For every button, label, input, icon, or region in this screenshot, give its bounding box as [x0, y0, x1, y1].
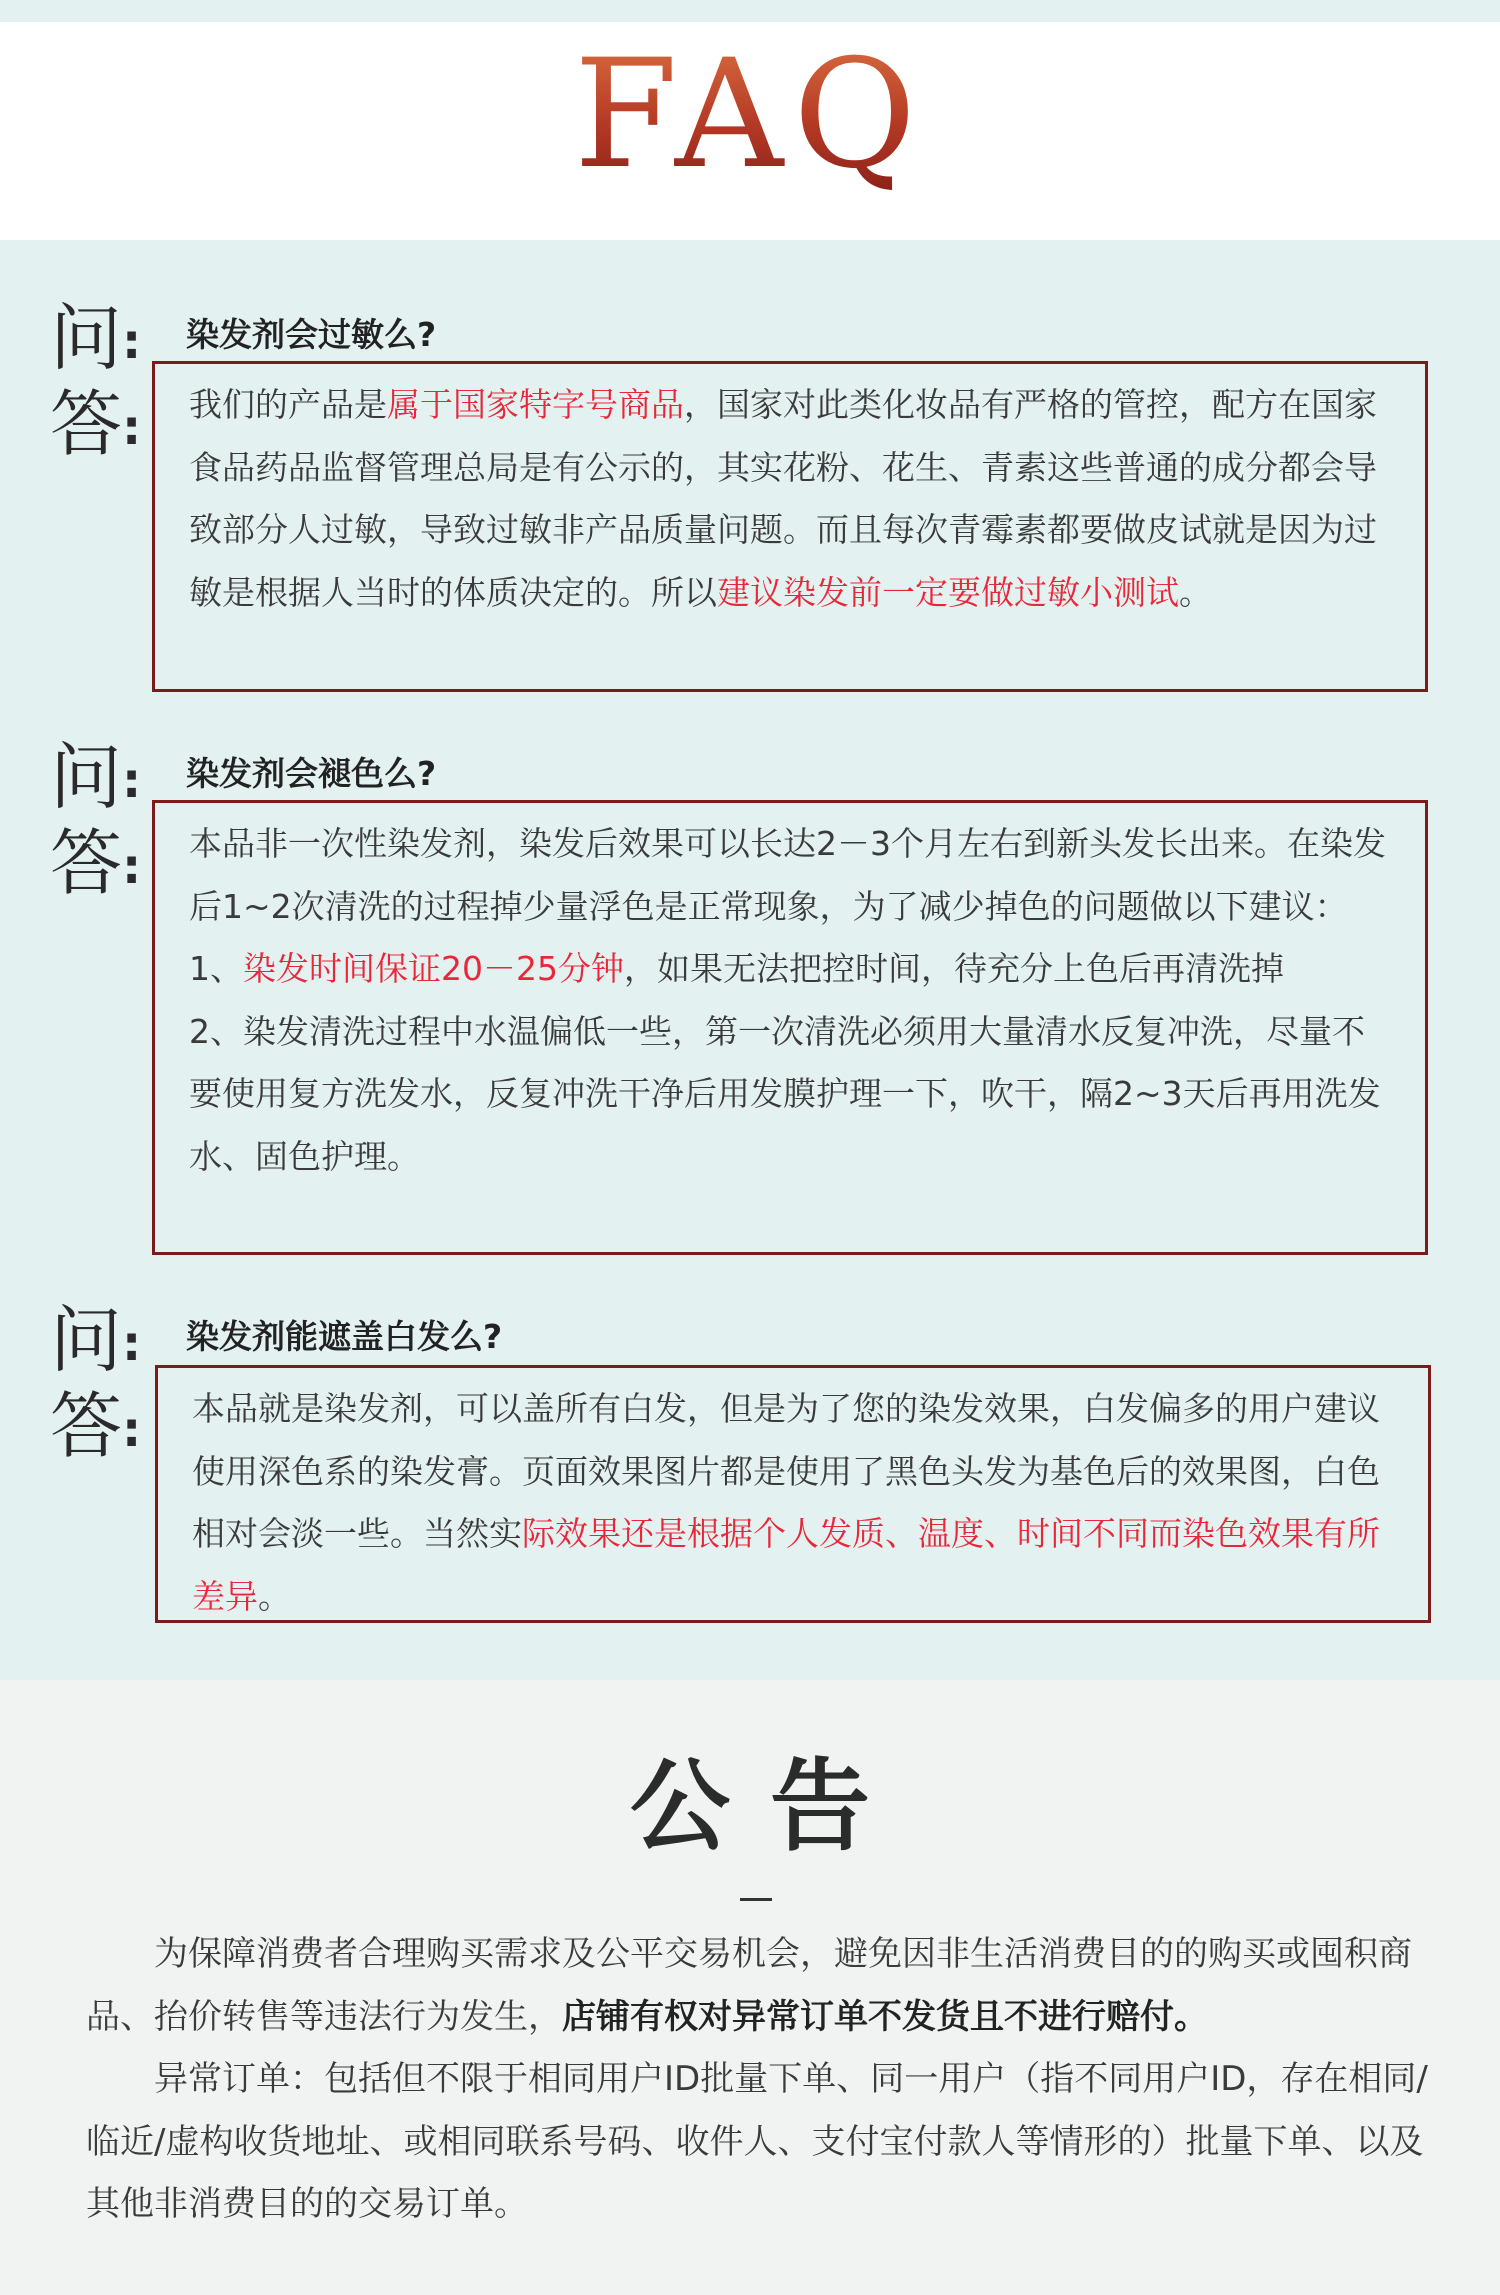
answer-segment: 本品就是染发剂，可以盖所有白发，但是为了您的染发效果，白发偏多的用户建议使用深色系的染发膏。页面效果图片都是使用了黑色头发为基色后的效果图，白色相对会淡一些。当然实 [192, 1389, 1380, 1554]
notice-segment: 为保障消费者合理购买需求及公平交易机会，避免因非生活消费目的的购买或囤积商品、抬价转售等违法行为发生， [86, 1934, 1412, 2037]
answer-segment: ，如果无法把控时间，待充分上色后再清洗掉 [623, 949, 1284, 989]
question-text: 染发剂能遮盖白发么? [186, 1317, 503, 1356]
question-mark-label: 问 [50, 735, 123, 819]
answer-colon: : [122, 1402, 142, 1458]
answer-text [192, 1378, 1398, 1628]
answer-segment: 本品非一次性染发剂，染发后效果可以长达2－3个月左右到新头发长出来。在染发后1~2次清洗的过程掉少量浮色是正常现象，为了减少掉色的问题做以下建议： [189, 824, 1386, 926]
answer-segment: 我们的产品是 [189, 385, 387, 424]
answer-highlight: 际效果还是根据个人发质、温度、时间不同而染色效果有所差异 [192, 1514, 1380, 1616]
answer-line [189, 938, 1395, 1001]
answer-mark-label: 答 [50, 382, 123, 466]
question-colon: : [122, 753, 142, 809]
notice-content [86, 1923, 1446, 2236]
notice-paragraph [86, 2048, 1446, 2236]
question-colon: : [122, 1316, 142, 1372]
question-text: 染发剂会褪色么? [186, 754, 437, 793]
answer-highlight: 属于国家特字号商品 [387, 385, 684, 424]
answer-segment: ，国家对此类化妆品有严格的管控，配方在国家食品药品监督管理总局是有公示的，其实花粉、花生、青素这些普通的成分都会导致部分人过敏，导致过敏非产品质量问题。而且每次青霉素都要做皮试就是因为过敏是根据人当时的体质决定的。所以 [189, 385, 1377, 612]
notice-paragraph [86, 1923, 1446, 2048]
answer-highlight: 染发时间保证20－25分钟 [243, 949, 624, 989]
answer-colon: : [122, 400, 142, 456]
answer-text [189, 374, 1395, 624]
title-divider [740, 1898, 772, 1901]
answer-segment: 。 [258, 1576, 291, 1616]
notice-emphasis: 店铺有权对异常订单不发货且不进行赔付。 [562, 1996, 1208, 2037]
answer-box [155, 1365, 1431, 1623]
answer-line [189, 1001, 1395, 1189]
top-strip [0, 0, 1500, 22]
question-colon: : [122, 314, 142, 370]
question-mark-label: 问 [50, 296, 123, 380]
answer-colon: : [122, 839, 142, 895]
question-text: 染发剂会过敏么? [186, 315, 437, 354]
answer-line [189, 813, 1395, 938]
answer-highlight: 建议染发前一定要做过敏小测试 [717, 572, 1179, 612]
answer-segment: 2、染发清洗过程中水温偏低一些，第一次清洗必须用大量清水反复冲洗，尽量不要使用复方洗发水，反复冲洗干净后用发膜护理一下，吹干，隔2~3天后再用洗发水、固色护理。 [189, 1011, 1381, 1176]
answer-mark-label: 答 [50, 821, 123, 905]
faq-title: FAQ [0, 40, 1500, 190]
notice-title: 公告 [630, 1748, 910, 1865]
answer-box [152, 800, 1428, 1255]
answer-segment: 。 [1179, 572, 1212, 612]
question-mark-label: 问 [50, 1298, 123, 1382]
answer-mark-label: 答 [50, 1384, 123, 1468]
answer-segment: 1、 [189, 949, 243, 989]
answer-box [152, 361, 1428, 692]
notice-segment: 异常订单：包括但不限于相同用户ID批量下单、同一用户（指不同用户ID，存在相同/临近/虚构收货地址、或相同联系号码、收件人、支付宝付款人等情形的）批量下单、以及其他非消费目的的交易订单。 [86, 2059, 1428, 2224]
